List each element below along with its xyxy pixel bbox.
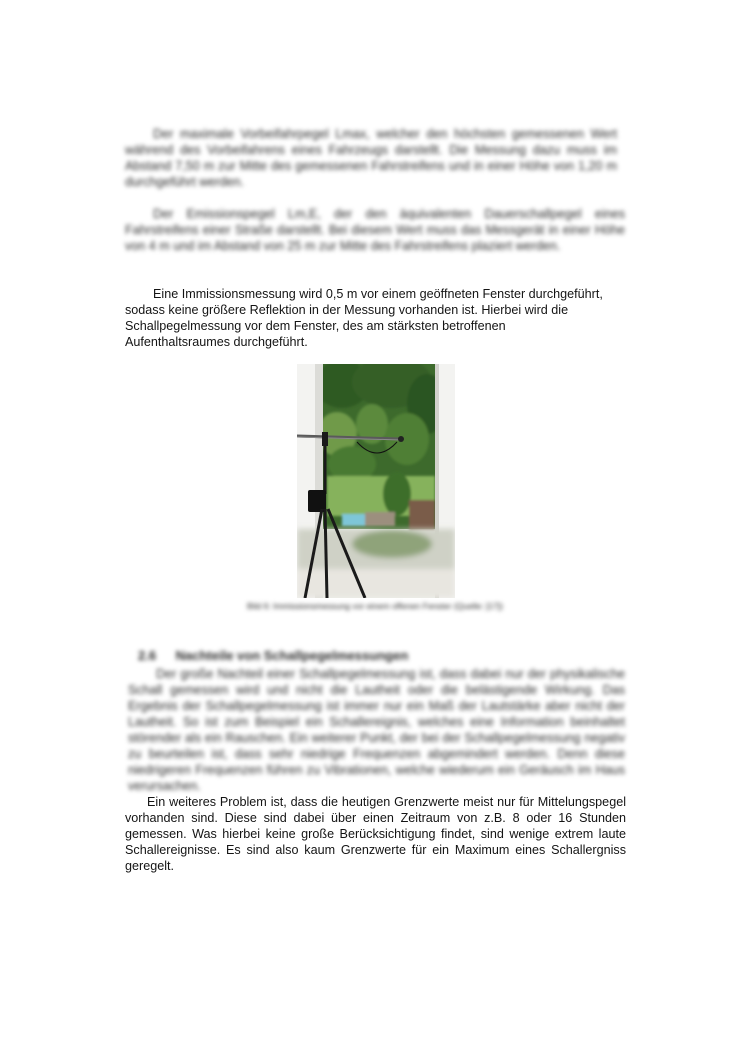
paragraph-grenzwerte (125, 794, 626, 874)
section-number: 2.6 (138, 648, 157, 663)
window-tripod-illustration (297, 364, 455, 598)
section-title: Nachteile von Schallpegelmessungen (175, 648, 409, 663)
paragraph-vorbeifahrpegel-text: Der maximale Vorbeifahrpegel Lmax, welcher den höchsten gemessenen Wert während des Vorbeifahrens eines Fahrzeugs darstellt. Die Messung dazu muss im Abstand 7,50 m zur Mitte des gemessenen Fahrstreifens und in einer Höhe von 1,20 m durchgeführt werden. (125, 127, 617, 189)
paragraph-grenzwerte-text: Ein weiteres Problem ist, dass die heutigen Grenzwerte meist nur für Mittelungspegel vorhanden sind. Diese sind dabei über einen Zeitraum von z.B. 8 oder 16 Stunden gemessen. Was hierbei keine große Berücksichtigung findet, sind wenige extrem laute Schallereignisse. Es sind also kaum Grenzwerte für ein Maximum eines Schallergniss geregelt. (125, 795, 626, 873)
paragraph-immissionsmessung (125, 286, 605, 350)
paragraph-immissionsmessung-text: Eine Immissionsmessung wird 0,5 m vor einem geöffneten Fenster durchgeführt, sodass keine größere Reflektion in der Messung vorhanden ist. Hierbei wird die Schallpegelmessung vor dem Fenster, des am stärksten betroffenen Aufenthaltsraumes durchgeführt. (125, 287, 603, 349)
figure-window-measurement-photo (297, 364, 455, 598)
section-heading (138, 648, 408, 663)
paragraph-nachteile-text: Der große Nachteil einer Schallpegelmessung ist, dass dabei nur der physikalische Schall gemessen wird und nicht die Lautheit oder die belästigende Wirkung. Das Ergebnis der Schallpegelmessung ist immer nur ein Maß der Lautstärke aber nicht der Lautheit. So ist zum Beispiel ein Schallereignis, welches eine Information beinhaltet störender als ein Rauschen. Ein weiterer Punkt, der bei der Schallpegelmessung negativ zu beurteilen ist, dass sehr niedrige Frequenzen abgemindert werden. Denn diese niedrigeren Frequenzen führen zu Vibrationen, welche wiederum ein Geräusch im Haus verursachen. (128, 667, 625, 793)
figure-caption: Bild 6: Immissionsmessung vor einem offenen Fenster (Quelle: [17]) (247, 601, 503, 611)
paragraph-emissionspegel (125, 206, 625, 254)
pool (342, 514, 366, 526)
paragraph-nachteile (128, 666, 625, 794)
paragraph-emissionspegel-text: Der Emissionspegel Lm,E, der den äquivalenten Dauerschallpegel eines Fahrstreifens einer Straße darstellt. Bei diesem Wert muss das Messgerät in einer Höhe von 4 m und im Abstand von 25 m zur Mitte des Fahrstreifens plaziert werden. (125, 207, 625, 253)
paragraph-vorbeifahrpegel (125, 126, 617, 190)
